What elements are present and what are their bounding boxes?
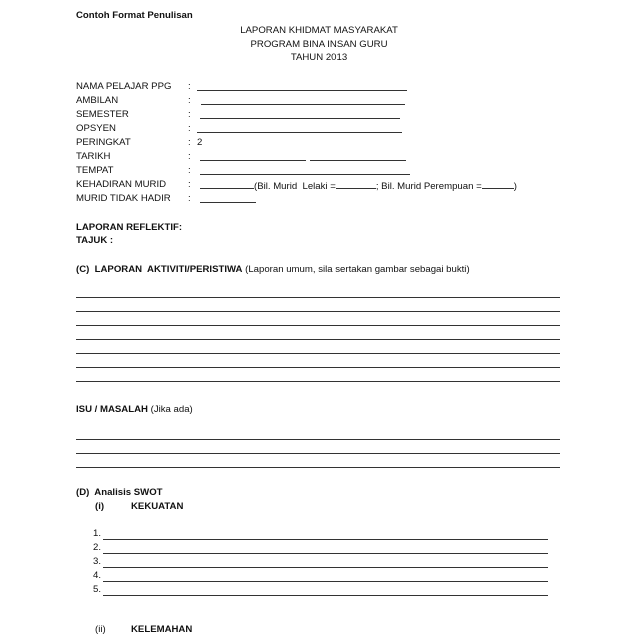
writing-line bbox=[76, 381, 560, 382]
section-c-note: (Laporan umum, sila sertakan gambar sebagai bukti) bbox=[242, 264, 470, 275]
field-blank[interactable] bbox=[200, 193, 256, 207]
field-colon: : bbox=[188, 151, 191, 162]
field-colon: : bbox=[188, 179, 191, 190]
swot-sub2-label: KELEMAHAN bbox=[131, 624, 193, 635]
field-blank[interactable] bbox=[201, 95, 405, 109]
field-murid-tidak-hadir bbox=[76, 193, 596, 206]
list-writing-line[interactable] bbox=[103, 553, 548, 554]
writing-line bbox=[76, 339, 560, 340]
field-label: NAMA PELAJAR PPG bbox=[76, 81, 172, 92]
document-title-line3: TAHUN 2013 bbox=[290, 52, 348, 63]
attendance-male-label: (Bil. Murid Lelaki = bbox=[254, 181, 336, 192]
section-c-heading bbox=[76, 264, 470, 276]
field-blank[interactable] bbox=[200, 151, 406, 165]
field-colon: : bbox=[188, 165, 191, 176]
field-attendance[interactable] bbox=[200, 179, 517, 193]
field-colon: : bbox=[188, 81, 191, 92]
field-label: SEMESTER bbox=[76, 109, 129, 120]
writing-line bbox=[76, 325, 560, 326]
field-blank[interactable] bbox=[200, 109, 400, 123]
list-number: 3. bbox=[93, 556, 102, 567]
field-label: AMBILAN bbox=[76, 95, 119, 106]
list-number: 1. bbox=[93, 528, 102, 539]
field-ambilan bbox=[76, 95, 596, 108]
field-label: TEMPAT bbox=[76, 165, 114, 176]
list-writing-line[interactable] bbox=[103, 581, 548, 582]
writing-line bbox=[76, 367, 560, 368]
field-blank[interactable] bbox=[197, 81, 407, 95]
attendance-female-label: ; Bil. Murid Perempuan = bbox=[375, 181, 482, 192]
format-label: Contoh Format Penulisan bbox=[76, 10, 193, 21]
field-tarikh bbox=[76, 151, 596, 164]
swot-sub1-number: (i) bbox=[95, 501, 105, 512]
field-colon: : bbox=[188, 109, 191, 120]
tajuk-label: TAJUK : bbox=[76, 235, 114, 246]
issue-label: ISU / MASALAH bbox=[76, 404, 148, 415]
field-peringkat bbox=[76, 137, 596, 150]
list-number: 2. bbox=[93, 542, 102, 553]
field-colon: : bbox=[188, 95, 191, 106]
writing-line bbox=[76, 311, 560, 312]
list-writing-line[interactable] bbox=[103, 595, 548, 596]
field-kehadiran-murid bbox=[76, 179, 596, 192]
list-number: 5. bbox=[93, 584, 102, 595]
writing-line bbox=[76, 353, 560, 354]
field-label: OPSYEN bbox=[76, 123, 116, 134]
field-colon: : bbox=[188, 193, 191, 204]
field-label: PERINGKAT bbox=[76, 137, 131, 148]
field-label: MURID TIDAK HADIR bbox=[76, 193, 171, 204]
writing-line bbox=[76, 439, 560, 440]
field-nama-pelajar bbox=[76, 81, 596, 94]
field-colon: : bbox=[188, 123, 191, 134]
field-opsyen bbox=[76, 123, 596, 136]
field-blank[interactable] bbox=[200, 165, 410, 179]
document-title-line1: LAPORAN KHIDMAT MASYARAKAT bbox=[240, 25, 398, 36]
reflective-heading: LAPORAN REFLEKTIF: bbox=[76, 222, 183, 233]
field-value: 2 bbox=[197, 137, 203, 148]
attendance-close: ) bbox=[513, 181, 517, 192]
issue-note: (Jika ada) bbox=[147, 404, 193, 415]
field-semester bbox=[76, 109, 596, 122]
field-label: KEHADIRAN MURID bbox=[76, 179, 167, 190]
swot-sub1-label: KEKUATAN bbox=[131, 501, 184, 512]
writing-line bbox=[76, 453, 560, 454]
field-colon: : bbox=[188, 137, 191, 148]
document-title-line2: PROGRAM BINA INSAN GURU bbox=[250, 39, 388, 50]
list-number: 4. bbox=[93, 570, 102, 581]
issue-heading bbox=[76, 404, 193, 416]
writing-line bbox=[76, 467, 560, 468]
swot-sub2-number: (ii) bbox=[95, 624, 106, 635]
section-c-label: (C) LAPORAN AKTIVITI/PERISTIWA bbox=[76, 264, 243, 275]
section-d-heading: (D) Analisis SWOT bbox=[76, 487, 163, 498]
field-blank[interactable] bbox=[197, 123, 402, 137]
field-tempat bbox=[76, 165, 596, 178]
writing-line bbox=[76, 297, 560, 298]
list-writing-line[interactable] bbox=[103, 567, 548, 568]
list-writing-line[interactable] bbox=[103, 539, 548, 540]
field-label: TARIKH bbox=[76, 151, 111, 162]
